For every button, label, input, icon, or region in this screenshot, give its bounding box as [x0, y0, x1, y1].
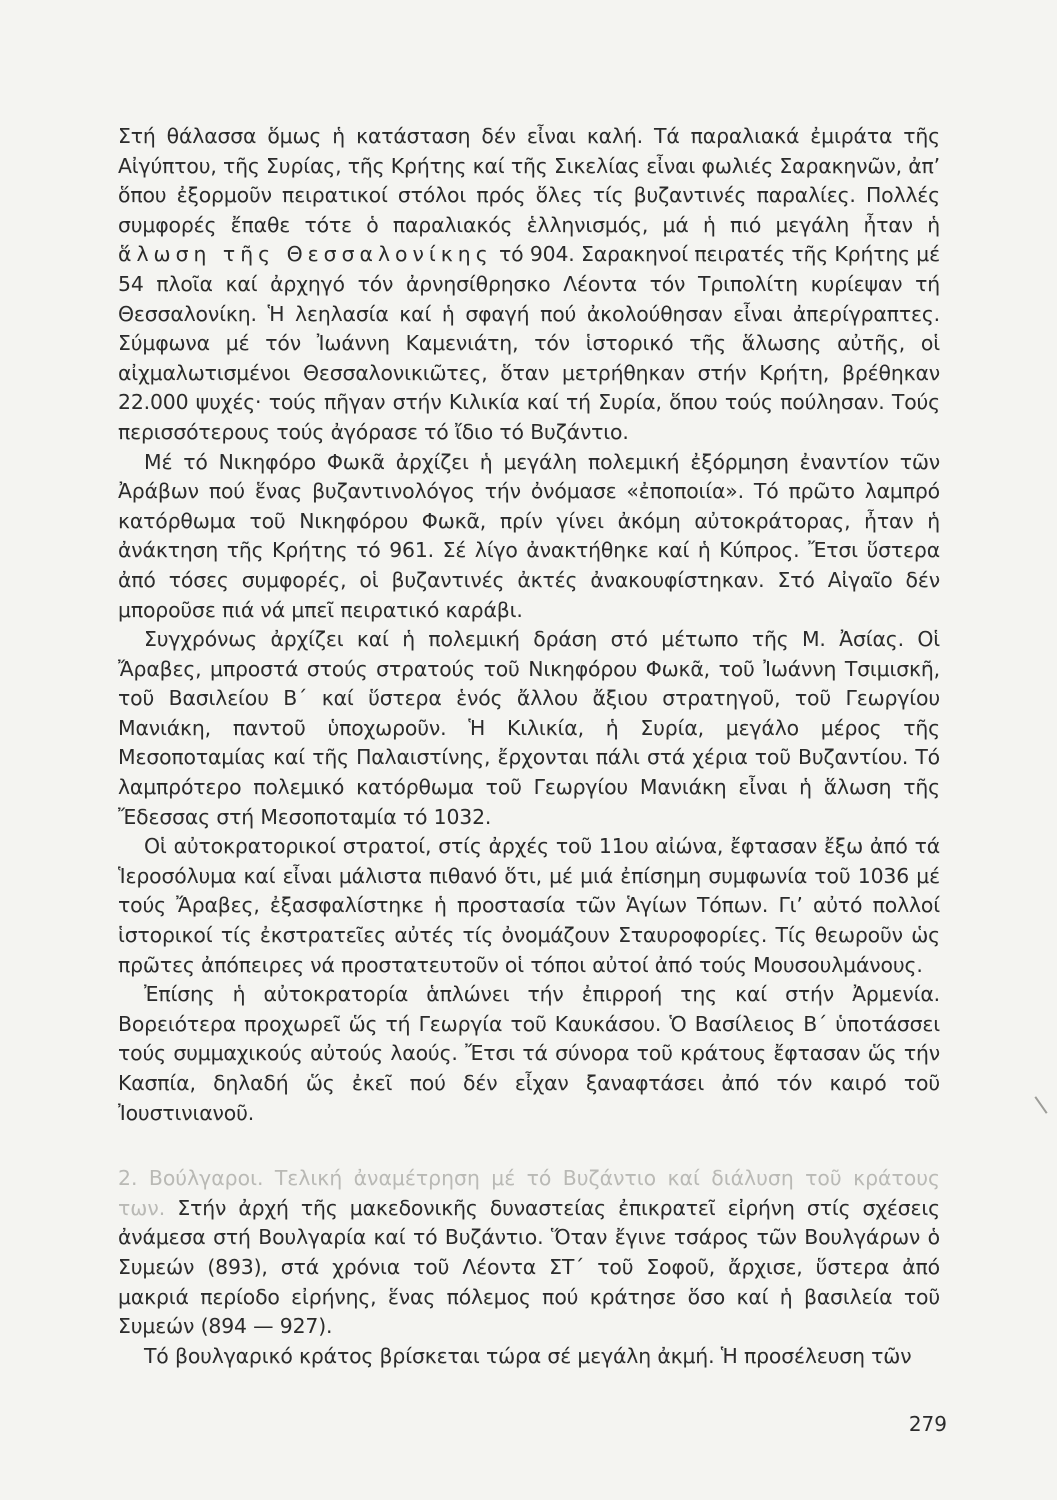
paragraph-jerusalem: Οἱ αὐτοκρατορικοί στρατοί, στίς ἀρχές τοῦ 11ου αἰώνα, ἔφτασαν ἔξω ἀπό τά Ἱεροσόλυμα καί εἶναι μάλιστα πιθανό ὅτι, μέ μιά ἐπίσημη συμφωνία τοῦ 1036 μέ τούς Ἄραβες, ἐξασφαλίστηκε ἡ προστασία τῶν Ἁγίων Τόπων. Γι’ αὐτό πολλοί ἱστορικοί τίς ἐκστρατεῖες αὐτές τίς ὀνομάζουν Σταυροφορίες. Τίς θεωροῦν ὡς πρῶτες ἀπόπειρες νά προστατευτοῦν οἱ τόποι αὐτοί ἀπό τούς Μουσουλμάνους. [118, 834, 940, 977]
paragraph-sea-raids [118, 122, 940, 448]
paragraph-armenia: Ἐπίσης ἡ αὐτοκρατορία ἁπλώνει τήν ἐπιρροή της καί στήν Ἀρμενία. Βορειότερα προχωρεῖ ὥς τή Γεωργία τοῦ Καυκάσου. Ὁ Βασίλειος Β΄ ὑποτάσσει τούς συμμαχικούς αὐτούς λαούς. Ἔτσι τά σύνορα τοῦ κράτους ἔφτασαν ὥς τήν Κασπία, δηλαδή ὥς ἐκεῖ πού δέν εἶχαν ξαναφτάσει ἀπό τόν καιρό τοῦ Ἰουστινιανοῦ. [118, 982, 940, 1125]
paragraph-asia-minor-front: Συγχρόνως ἀρχίζει καί ἡ πολεμική δράση στό μέτωπο τῆς Μ. Ἀσίας. Οἱ Ἄραβες, μπροστά στούς στρατούς τοῦ Νικηφόρου Φωκᾶ, τοῦ Ἰωάννη Τσιμισκῆ, τοῦ Βασιλείου Β΄ καί ὕστερα ἑνός ἄλλου ἄξιου στρατηγοῦ, τοῦ Γεωργίου Μανιάκη, παντοῦ ὑποχωροῦν. Ἡ Κιλικία, ἡ Συρία, μεγάλο μέρος τῆς Μεσοποταμίας καί τῆς Παλαιστίνης, ἔρχονται πάλι στά χέρια τοῦ Βυζαντίου. Τό λαμπρότερο πολεμικό κατόρθωμα τοῦ Γεωργίου Μανιάκη εἶναι ἡ ἅλωση τῆς Ἔδεσσας στή Μεσοποταμία τό 1032. [118, 627, 940, 829]
paragraph-bulgarians [118, 1164, 940, 1342]
section-spacer [118, 1128, 940, 1164]
emphasized-phrase: ἅλωση τῆς Θεσσαλονίκης [118, 242, 493, 267]
scan-mark [1034, 1096, 1047, 1114]
paragraph-text: τό 904. Σαρακηνοί πειρατές τῆς Κρήτης μέ 54 πλοῖα καί ἀρχηγό τόν ἀρνησίθρησκο Λέοντα τόν Τριπολίτη κυρίεψαν τή Θεσσαλονίκη. Ἡ λεηλασία καί ἡ σφαγή πού ἀκολούθησαν εἶναι ἀπερίγραπτες. Σύμφωνα μέ τόν Ἰωάννη Καμενιάτη, τόν ἱστορικό τῆς ἅλωσης αὐτῆς, οἱ αἰχμαλωτισμένοι Θεσσαλονικιῶτες, ὅταν μετρήθηκαν στήν Κρήτη, βρέθηκαν 22.000 ψυχές· τούς πῆγαν στήν Κιλικία καί τή Συρία, ὅπου τούς πούλησαν. Τούς περισσότερους τούς ἀγόρασε τό ἴδιο τό Βυζάντιο. [118, 242, 940, 444]
paragraph-text: Στή θάλασσα ὅμως ἡ κατάσταση δέν εἶναι καλή. Τά παραλιακά ἐμιράτα τῆς Αἰγύπτου, τῆς Συρίας, τῆς Κρήτης καί τῆς Σικελίας εἶναι φωλιές Σαρακηνῶν, ἀπ’ ὅπου ἐξορμοῦν πειρατικοί στόλοι πρός ὅλες τίς βυζαντινές παραλίες. Πολλές συμφορές ἔπαθε τότε ὁ παραλιακός ἑλληνισμός, μά ἡ πιό μεγάλη ἦταν ἡ [118, 124, 940, 237]
body-text [118, 122, 940, 1371]
paragraph-nikephoros-phokas: Μέ τό Νικηφόρο Φωκᾶ ἀρχίζει ἡ μεγάλη πολεμική ἐξόρμηση ἐναντίον τῶν Ἀράβων πού ἕνας βυζαντινολόγος τήν ὀνόμασε «ἐποποιία». Τό πρῶτο λαμπρό κατόρθωμα τοῦ Νικηφόρου Φωκᾶ, πρίν γίνει ἀκόμη αὐτοκράτορας, ἦταν ἡ ἀνάκτηση τῆς Κρήτης τό 961. Σέ λίγο ἀνακτήθηκε καί ἡ Κύπρος. Ἔτσι ὕστερα ἀπό τόσες συμφορές, οἱ βυζαντινές ἀκτές ἀνακουφίστηκαν. Στό Αἰγαῖο δέν μποροῦσε πιά νά μπεῖ πειρατικό καράβι. [118, 449, 940, 622]
page-number: 279 [908, 1412, 947, 1436]
paragraph-text: Στήν ἀρχή τῆς μακεδονικῆς δυναστείας ἐπικρατεῖ εἰρήνη στίς σχέσεις ἀνάμεσα στή Βουλγαρία καί τό Βυζάντιο. Ὅταν ἔγινε τσάρος τῶν Βουλγάρων ὁ Συμεών (893), στά χρόνια τοῦ Λέοντα ΣΤ΄ τοῦ Σοφοῦ, ἄρχισε, ὕστερα ἀπό μακριά περίοδο εἰρήνης, ἕνας πόλεμος πού κράτησε ὅσο καί ἡ βασιλεία τοῦ Συμεών (894 — 927). [118, 1195, 940, 1339]
section-heading: 2. Βούλγαροι. Τελική ἀναμέτρηση μέ τό Βυζάντιο καί διάλυση τοῦ κράτους των. [118, 1166, 940, 1220]
paragraph-bulgarian-state: Τό βουλγαρικό κράτος βρίσκεται τώρα σέ μεγάλη ἀκμή. Ἡ προσέλευση τῶν [144, 1343, 912, 1368]
